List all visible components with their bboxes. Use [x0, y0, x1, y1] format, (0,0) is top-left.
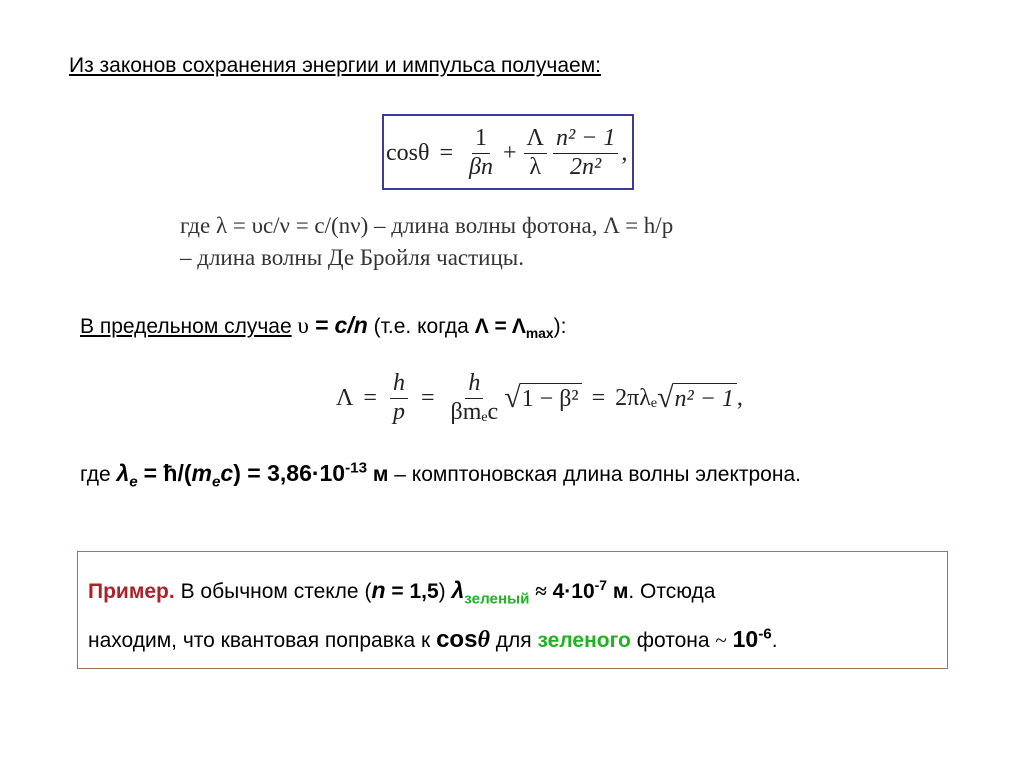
equals-sign: =: [591, 384, 606, 411]
compton-description: – комптоновская длина волны электрона.: [394, 463, 801, 486]
fraction-numerator: h: [390, 371, 408, 398]
n-symbol: n: [371, 577, 386, 603]
definition-line-1: где λ = υc/ν = c/(nν) – длина волны фотона, Λ = h/p: [180, 213, 674, 238]
lambda-max-subscript: max: [525, 325, 554, 342]
two-pi-lambda-e: 2πλₑ: [615, 384, 658, 411]
square-root-n-squared: [657, 383, 737, 413]
example-text-3: . Отсюда: [628, 580, 716, 603]
example-text-1: В обычном стекле (: [180, 580, 372, 603]
fraction-h-over-beta-m-c: [448, 371, 502, 424]
formula-lambda-max: [336, 365, 743, 431]
radical-sign: √: [504, 381, 521, 414]
fraction-numerator: 1: [472, 126, 490, 153]
c-over-n: = c/n: [314, 312, 368, 338]
compton-exponent: -13: [345, 459, 368, 477]
approx-sign: ≈: [535, 579, 547, 603]
radical-sign: √: [657, 381, 674, 414]
fraction-n-squared: [553, 126, 618, 179]
example-text-2: ): [438, 580, 446, 603]
unit-meter: м: [612, 580, 629, 603]
fraction-denominator: λ: [529, 153, 542, 180]
hbar-over: = ħ/(: [143, 460, 192, 486]
example-label: Пример.: [88, 580, 175, 603]
equals-sign: =: [439, 139, 454, 166]
lambda-e-subscript: e: [129, 473, 138, 491]
lambda-symbol: λ: [451, 577, 465, 603]
definition-note: [180, 210, 673, 274]
fraction-denominator: 2n²: [570, 153, 602, 180]
lambda-text: Λ = Λ: [474, 315, 526, 338]
mass-symbol: m: [191, 460, 212, 486]
green-word: зеленого: [537, 629, 631, 652]
fraction-big-lambda-over-lambda: [524, 126, 547, 179]
fraction-denominator: p: [392, 398, 405, 425]
example-text-5: для: [495, 629, 532, 652]
upsilon-symbol: υ: [297, 313, 309, 338]
limit-case-line: [80, 312, 567, 342]
fraction-numerator: Λ: [524, 126, 547, 153]
paren-text: (т.е. когда: [373, 315, 469, 338]
mass-subscript: e: [211, 473, 221, 491]
electron-mass: [191, 460, 234, 491]
compton-number: ) = 3,86·10: [233, 460, 346, 486]
n-value: = 1,5: [391, 580, 439, 603]
radicand: 1 − β²: [520, 383, 582, 413]
correction-value: [733, 626, 772, 652]
example-text-7: .: [771, 629, 778, 652]
definition-line-2: – длина волны Де Бройля частицы.: [180, 245, 525, 270]
correction-exponent: -6: [758, 625, 772, 643]
formula-lhs: cosθ: [386, 139, 430, 166]
example-line-2: [88, 626, 778, 654]
formula-cos-theta: [386, 118, 627, 188]
fraction-one-over-beta-n: [466, 126, 496, 179]
fraction-numerator: n² − 1: [553, 126, 618, 153]
fraction-h-over-p: [390, 371, 408, 424]
fraction-denominator: βn: [469, 153, 493, 180]
theta-symbol: θ: [477, 627, 490, 653]
slide-heading: Из законов сохранения энергии и импульса получаем:: [69, 54, 601, 77]
tilde-sign: ~: [715, 628, 727, 652]
where-word: где: [80, 463, 111, 486]
equals-sign: =: [420, 384, 435, 411]
fraction-denominator: βmₑc: [450, 398, 499, 425]
lambda-e: [116, 460, 138, 491]
example-text-4: находим, что квантовая поправка к: [88, 629, 431, 652]
fraction-numerator: h: [465, 371, 483, 398]
compton-value: [233, 460, 367, 486]
wavelength-number: 4·10: [552, 580, 595, 603]
radicand: n² − 1: [673, 383, 737, 413]
formula-lhs: Λ: [336, 384, 354, 411]
example-line-1: [88, 577, 716, 608]
formula-trailing-comma: ,: [736, 384, 743, 411]
lambda-max: [474, 315, 554, 342]
compton-line: [80, 459, 801, 491]
formula-trailing-comma: ,: [621, 139, 628, 166]
lambda-green: [451, 577, 530, 608]
cos-word: cos: [436, 626, 478, 653]
wavelength-value: [552, 577, 607, 603]
equals-sign: =: [363, 384, 377, 411]
c-symbol: c: [220, 460, 234, 486]
example-text-6: фотона: [636, 629, 710, 652]
correction-number: 10: [732, 626, 759, 652]
square-root-one-minus-beta: [504, 383, 581, 413]
unit-meter: м: [372, 463, 389, 486]
lambda-symbol: λ: [116, 460, 130, 486]
limit-case-label: В предельном случае: [80, 315, 292, 338]
plus-sign: +: [503, 139, 517, 166]
paren-close: ):: [553, 315, 567, 338]
wavelength-exponent: -7: [594, 577, 607, 593]
lambda-green-subscript: зеленый: [464, 590, 530, 608]
